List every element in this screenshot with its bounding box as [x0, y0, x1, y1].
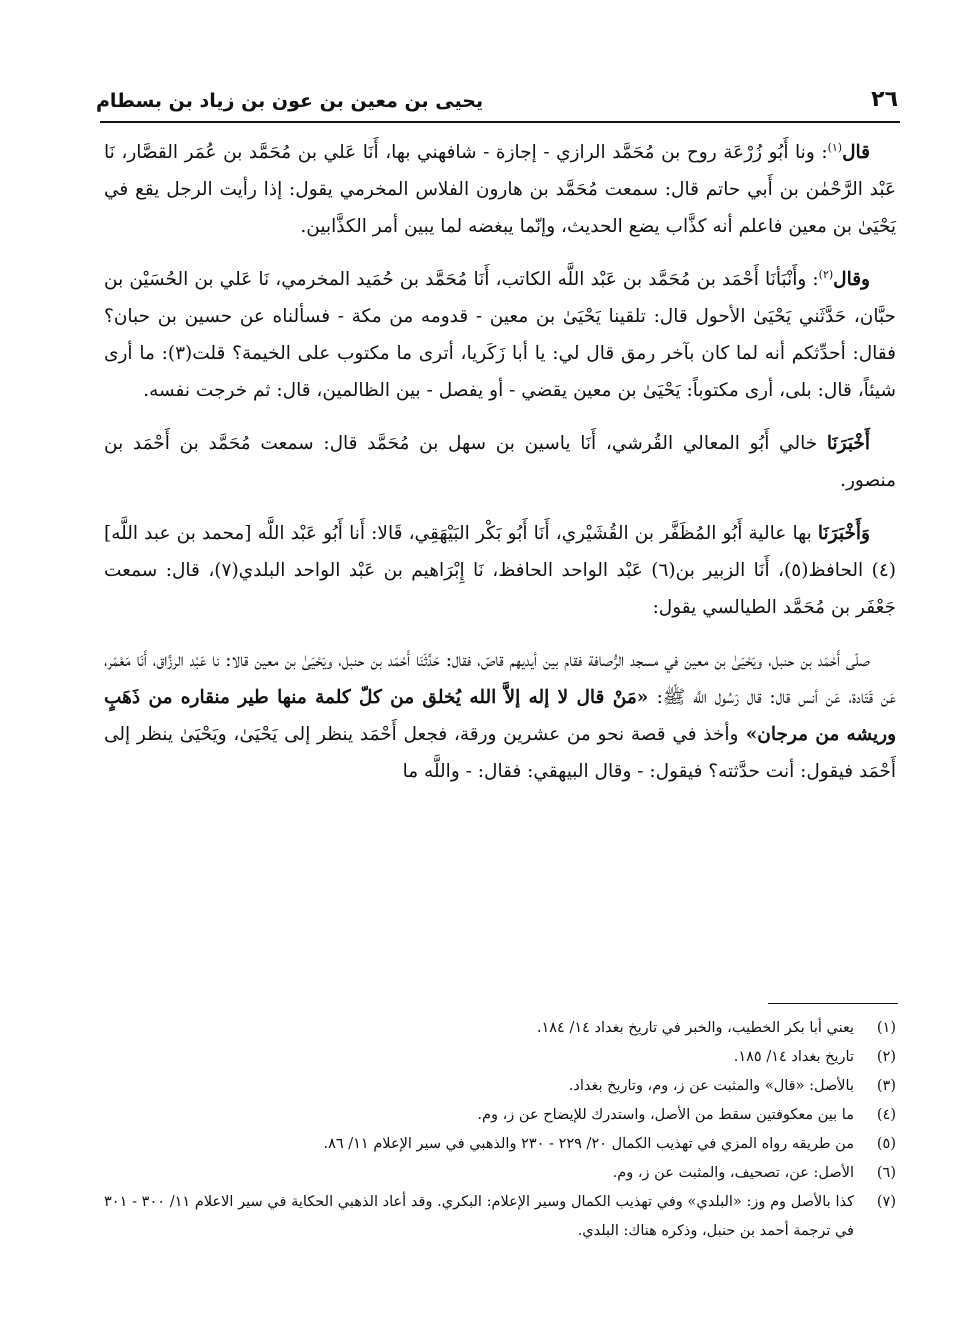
paragraph-text: بها عالية أَبُو المُظَفَّر بن القُشَيْري، أَنَا أَبُو بَكْر البَيْهَقِي، قَالا: أَنا أَبُو عَبْد اللَّه [محمد بن عبد اللَّه](٤) الحافظ(٥)، أَنَا الزبير بن(٦) عَبْد الواحد الحافظ، نَا إِبْرَاهيم بن عَبْد الواحد البلدي(٧)، قال: سمعت جَعْفَر بن مُحَمَّد الطيالسي يقول:: [104, 523, 896, 618]
main-text: [104, 134, 896, 806]
paragraph-lead: أَخْبَرَنَا: [826, 433, 870, 454]
footnotes-list: [104, 1014, 896, 1246]
footnote-text: ما بين معكوفتين سقط من الأصل، واستدرك للإيضاح عن ز، وم.: [477, 1107, 854, 1123]
footnote-divider: [768, 1003, 898, 1004]
page-header: [96, 66, 898, 112]
footnote-item: [104, 1101, 896, 1130]
paragraph-2: [104, 261, 896, 409]
paragraph-text: صلّى أَحْمَد بن حنبل، ويَحْيَىٰ بن معين في مسجد الرُّصافة فقام بين أيديهم قاصّ، فقال: حَدَّثَنَا أَحْمَد بن حنبل، ويَحْيَىٰ بن معين قالا: نا عَبْد الرزَّاق، أَنَا مَعْمَر، عَن قَتَادة، عَن أنس قال: قال رَسُول اللَّه ﷺ:: [104, 650, 896, 708]
paragraph-lead: قال: [842, 142, 870, 163]
paragraph-5: [104, 642, 896, 790]
running-title: يحيى بن معين بن عون بن زياد بن بسطام: [96, 90, 484, 112]
footnote-number: (٣): [876, 1078, 896, 1094]
footnote-item: [104, 1188, 896, 1246]
paragraph-text: : وأَنْبَأنَا أَحْمَد بن مُحَمَّد بن عَبْد اللَّه الكاتب، أَنَا مُحَمَّد بن حُمَيد المخرمي، نَا عَلي بن الحُسَيْن بن حبَّان، حَدَّثَني يَحْيَىٰ الأحول قال: تلقينا يَحْيَىٰ بن معين - قدومه من مكة - فسألناه عن حسين بن حبان؟ فقال: أحدِّثكم أنه لما كان بآخر رمق قال لي: يا أبا زَكَريا، أترى ما مكتوب على الخيمة؟ قلت(٣): ما أرى شيئاً، قال: بلى، أرى مكتوباً: يَحْيَىٰ بن معين يقضي - أو يفصل - بين الظالمين، قال: ثم خرجت نفسه.: [104, 269, 896, 401]
footnote-number: (٥): [876, 1136, 896, 1152]
footnote-item: [104, 1130, 896, 1159]
footnote-number: (١): [876, 1020, 896, 1036]
paragraph-4: [104, 515, 896, 626]
header-divider: [100, 121, 900, 123]
footnote-item: [104, 1014, 896, 1043]
footnote-text: كذا بالأصل وم وز: «البلدي» وفي تهذيب الكمال وسير الإعلام: البكري. وقد أعاد الذهبي الحكاية في سير الاعلام ١١/ ٣٠٠ - ٣٠١ في ترجمة أحمد بن حنبل، وذكره هناك: البلدي.: [104, 1194, 854, 1239]
footnote-item: [104, 1043, 896, 1072]
footnote-text: يعني أبا بكر الخطيب، والخبر في تاريخ بغداد ١٤/ ١٨٤.: [536, 1020, 854, 1036]
footnote-marker: (٢): [818, 267, 834, 281]
footnote-marker: (١): [827, 140, 843, 154]
hadith-quote: «مَنْ قال لا إله إلاَّ الله يُخلق من كلّ كلمة منها طير منقاره من ذَهَبٍ وريشه من مرجان»: [104, 687, 896, 745]
footnote-text: تاريخ بغداد ١٤/ ١٨٥.: [733, 1049, 854, 1065]
footnote-text: الأصل: عن، تصحيف، والمثبت عن ز، وم.: [612, 1165, 854, 1181]
paragraph-text-continued: وأخذ في قصة نحو من عشرين ورقة، فجعل أَحْمَد ينظر إلى يَحْيَىٰ، ويَحْيَىٰ ينظر إلى أَحْمَد فيقول: أنت حدَّثته؟ فيقول: - وقال البيهقي: فقال: - واللَّه ما: [104, 724, 896, 782]
paragraph-text: خالي أَبُو المعالي القُرشي، أَنَا ياسين بن سهل بن مُحَمَّد قال: سمعت مُحَمَّد بن أَحْمَد بن منصور.: [104, 433, 896, 491]
footnote-number: (٦): [876, 1165, 896, 1181]
footnote-text: بالأصل: «قال» والمثبت عن ز، وم، وتاريخ بغداد.: [568, 1078, 854, 1094]
paragraph-3: [104, 425, 896, 499]
paragraph-1: [104, 134, 896, 245]
footnote-text: من طريقه رواه المزي في تهذيب الكمال ٢٠/ ٢٢٩ - ٢٣٠ والذهبي في سير الإعلام ١١/ ٨٦.: [323, 1136, 854, 1152]
footnote-number: (٧): [876, 1194, 896, 1210]
footnote-number: (٢): [876, 1049, 896, 1065]
footnote-item: [104, 1072, 896, 1101]
page-number: ٢٦: [871, 87, 898, 112]
paragraph-text: : ونا أَبُو زُرْعَة روح بن مُحَمَّد الرازي - إجازة - شافهني بها، أَنَا عَلي بن مُحَمَّد بن عُمَر القصَّار، نَا عَبْد الرَّحْمٰن بن أَبي حاتم قال: سمعت مُحَمَّد بن هارون الفلاس المخرمي يقول: إذا رأيت الرجل يقع في يَحْيَىٰ بن معين فاعلم أنه كذَّاب يضع الحديث، وإنّما يبغضه لما يبين أمر الكذَّابين.: [104, 142, 896, 237]
footnote-item: [104, 1159, 896, 1188]
footnote-number: (٤): [876, 1107, 896, 1123]
paragraph-lead: وقال: [833, 269, 870, 290]
paragraph-lead: وَأَخْبَرَنَا: [817, 523, 870, 544]
